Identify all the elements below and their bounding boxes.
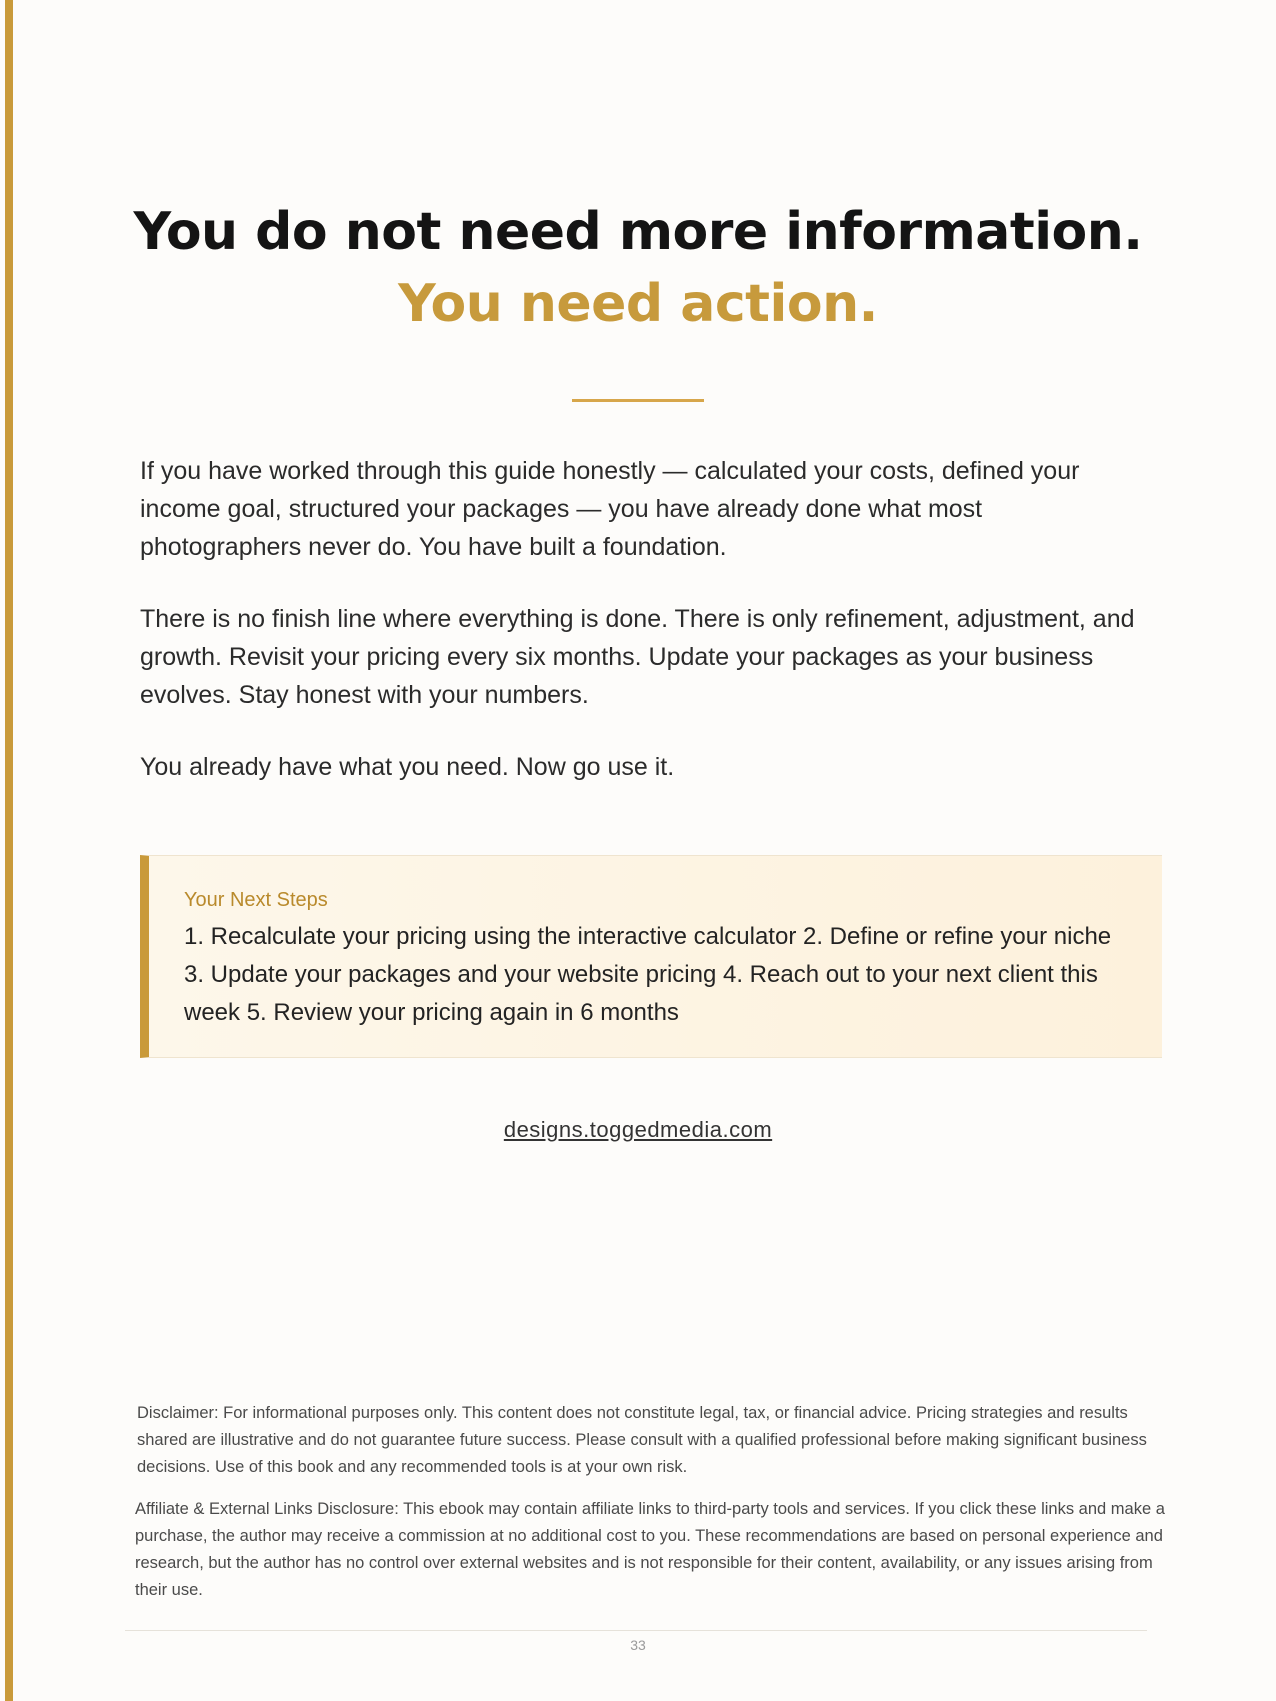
callout-heading: Your Next Steps bbox=[184, 889, 328, 911]
page-number: 33 bbox=[630, 1637, 646, 1653]
title-divider bbox=[572, 399, 704, 402]
paragraph-3: You already have what you need. Now go use it. bbox=[140, 753, 675, 781]
title-line-1: You do not need more information. bbox=[133, 202, 1143, 262]
affiliate-disclosure-text: Affiliate & External Links Disclosure: This ebook may contain affiliate links to third-party tools and services. If you click these links and make a purchase, the author may receive a commission at no additional cost to you. These recommendations are based on personal experience and research, but the author has no control over external websites and is not responsible for their content, availability, or any issues arising from their use. bbox=[135, 1500, 1165, 1599]
website-link[interactable]: designs.toggedmedia.com bbox=[503, 1117, 773, 1142]
title-line-2: You need action. bbox=[398, 274, 878, 334]
next-steps-callout bbox=[140, 855, 1162, 1058]
paragraph-1: If you have worked through this guide honestly — calculated your costs, defined your income goal, structured your packages — you have already done what most photographers never do. You have built a foundation. bbox=[140, 457, 1080, 561]
website-link-container bbox=[0, 1117, 1276, 1143]
disclaimer-text: Disclaimer: For informational purposes only. This content does not constitute legal, tax, or financial advice. Pricing strategies and results shared are illustrative and do not guarantee future success. Please consult with a qualified professional before making significant business decisions. Use of this book and any recommended tools is at your own risk. bbox=[137, 1404, 1147, 1476]
body-text bbox=[140, 452, 1150, 820]
page-title bbox=[0, 196, 1276, 340]
footer-divider bbox=[125, 1630, 1147, 1631]
callout-body: 1. Recalculate your pricing using the interactive calculator 2. Define or refine your niche 3. Update your packages and your website pricing 4. Reach out to your next client this week 5. Review your pricing again in 6 months bbox=[184, 923, 1112, 1026]
paragraph-2: There is no finish line where everything is done. There is only refinement, adjustment, and growth. Revisit your pricing every six months. Update your packages as your business evolves. Stay honest with your numbers. bbox=[140, 605, 1135, 709]
